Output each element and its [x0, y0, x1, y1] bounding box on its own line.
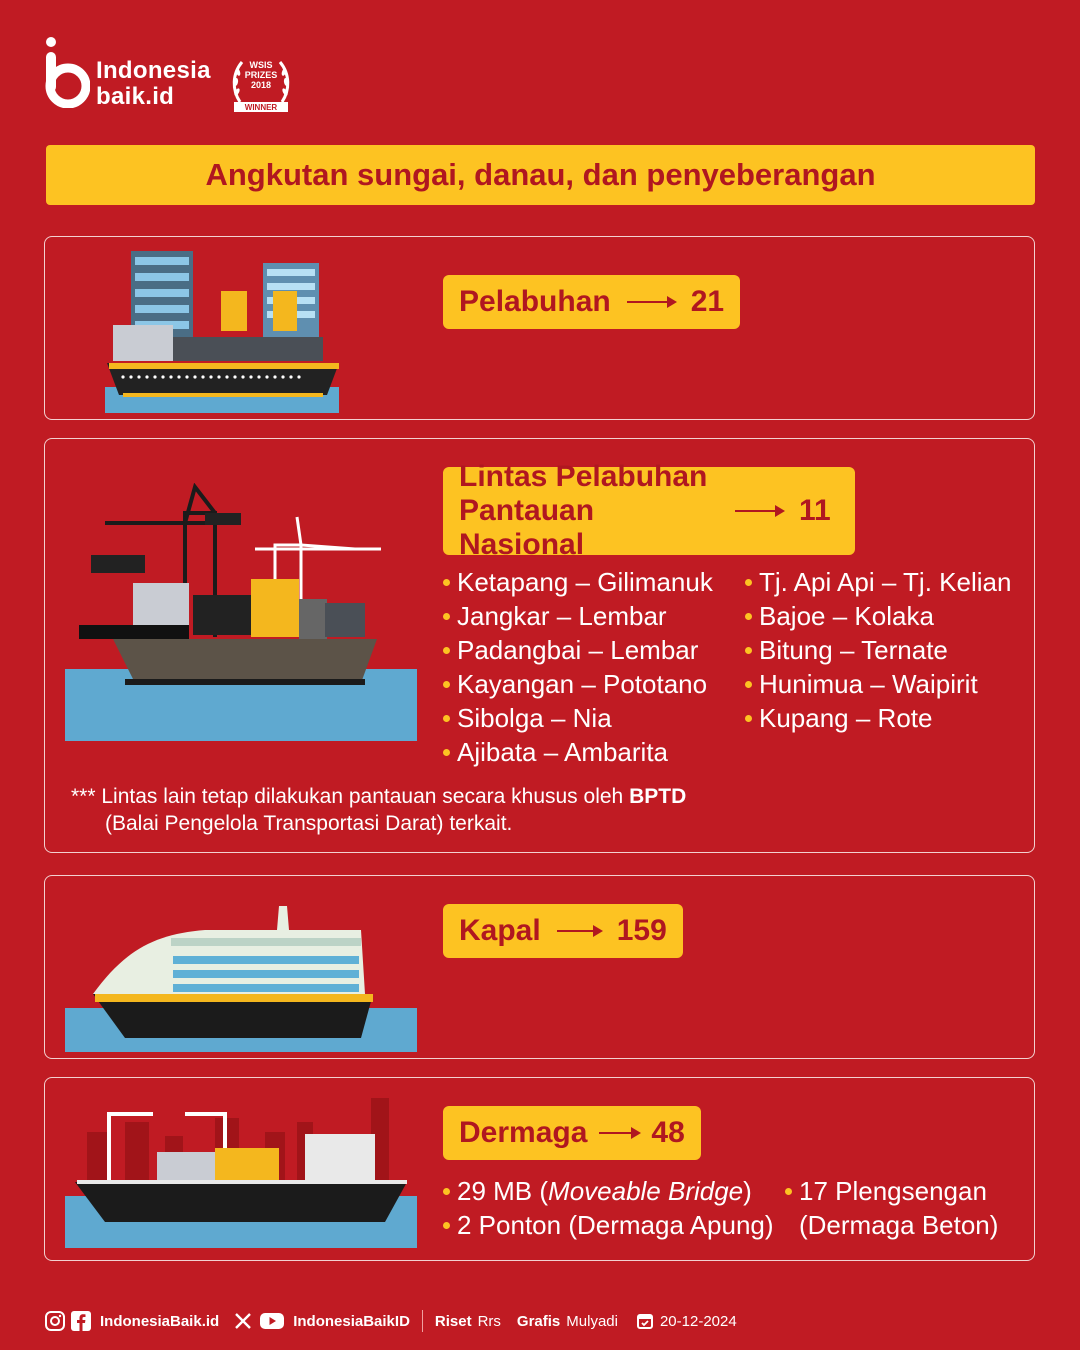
stat-kapal-value: 159 — [616, 914, 667, 947]
riset-label: Riset — [434, 1312, 472, 1330]
grafis-value: Mulyadi — [566, 1312, 618, 1330]
list-item — [443, 1174, 774, 1208]
brand-name — [96, 58, 211, 110]
stat-pelabuhan-value: 21 — [690, 285, 725, 318]
grafis-label: Grafis — [516, 1312, 561, 1330]
footnote-line2: (Balai Pengelola Transportasi Darat) terkait. — [105, 812, 513, 835]
x-twitter-icon[interactable] — [233, 1311, 253, 1331]
cruise-ship-illustration — [65, 890, 417, 1052]
arrow-right-icon — [599, 1132, 639, 1134]
brand-name-line2: baik.id — [96, 83, 175, 110]
list-item: Ketapang – Gilimanuk — [443, 565, 713, 599]
stat-pelabuhan — [443, 275, 740, 329]
stat-kapal — [443, 904, 683, 958]
item-text: ) — [743, 1176, 752, 1206]
list-item: 17 Plengsengan — [785, 1174, 998, 1208]
wsis-award-badge — [228, 52, 294, 118]
award-line3: 2018 — [250, 80, 272, 90]
dermaga-list-right — [785, 1174, 998, 1242]
arrow-right-icon — [557, 930, 601, 932]
list-item: Hunimua – Waipirit — [745, 667, 1011, 701]
footer-handle-x-yt[interactable]: IndonesiaBaikID — [293, 1312, 410, 1330]
list-item: Padangbai – Lembar — [443, 633, 713, 667]
stat-lintas-label-line1: Lintas Pelabuhan — [459, 460, 708, 493]
instagram-icon[interactable] — [44, 1310, 66, 1332]
container-ship-crane-illustration — [65, 483, 417, 741]
routes-list-right — [745, 565, 1011, 735]
indonesiabaik-logo-icon — [44, 36, 90, 108]
port-building-ship-illustration — [103, 247, 343, 413]
arrow-right-icon — [627, 301, 675, 303]
arrow-right-icon — [735, 510, 783, 512]
stat-dermaga-value: 48 — [651, 1116, 685, 1149]
list-item-continuation: (Dermaga Beton) — [799, 1210, 999, 1240]
page-title: Angkutan sungai, danau, dan penyeberangan — [46, 145, 1035, 205]
list-item: Jangkar – Lembar — [443, 599, 713, 633]
riset-value: Rrs — [477, 1312, 501, 1330]
list-item: Ajibata – Ambarita — [443, 735, 713, 769]
card-kapal — [44, 875, 1035, 1059]
youtube-icon[interactable] — [259, 1311, 285, 1331]
list-item: Tj. Api Api – Tj. Kelian — [745, 565, 1011, 599]
stat-dermaga — [443, 1106, 701, 1160]
award-line4: WINNER — [244, 103, 278, 112]
list-item: Bitung – Ternate — [745, 633, 1011, 667]
stat-pelabuhan-label: Pelabuhan — [459, 285, 611, 318]
footer-divider — [422, 1310, 423, 1332]
stat-lintas — [443, 460, 855, 561]
brand-name-line1: Indonesia — [96, 57, 211, 84]
item-text: 29 MB ( — [457, 1176, 549, 1206]
list-item: Kayangan – Pototano — [443, 667, 713, 701]
award-line1: WSIS — [249, 60, 273, 70]
stat-dermaga-label: Dermaga — [459, 1116, 588, 1149]
footer — [44, 1308, 737, 1334]
stat-kapal-label: Kapal — [459, 914, 541, 947]
routes-list-left — [443, 565, 713, 769]
stat-lintas-label-line2: Pantauan Nasional — [459, 494, 595, 561]
list-item: Bajoe – Kolaka — [745, 599, 1011, 633]
dock-ship-illustration — [65, 1092, 417, 1248]
card-dermaga — [44, 1077, 1035, 1261]
dermaga-list-left — [443, 1174, 774, 1242]
stat-lintas-value: 11 — [799, 494, 831, 527]
footnote-text: *** Lintas lain tetap dilakukan pantauan secara khusus oleh — [71, 785, 630, 808]
calendar-icon — [636, 1312, 654, 1330]
facebook-icon[interactable] — [70, 1310, 92, 1332]
footer-handle-ig-fb[interactable]: IndonesiaBaik.id — [100, 1312, 220, 1330]
lintas-footnote — [71, 783, 686, 837]
footer-date: 20-12-2024 — [659, 1312, 737, 1330]
card-pelabuhan — [44, 236, 1035, 420]
list-item: Kupang – Rote — [745, 701, 1011, 735]
card-lintas-pelabuhan — [44, 438, 1035, 853]
item-italic: Moveable Bridge — [548, 1176, 744, 1206]
list-item: Sibolga – Nia — [443, 701, 713, 735]
footnote-bold: BPTD — [629, 785, 687, 808]
list-item: 2 Ponton (Dermaga Apung) — [443, 1208, 774, 1242]
award-line2: PRIZES — [244, 70, 278, 80]
